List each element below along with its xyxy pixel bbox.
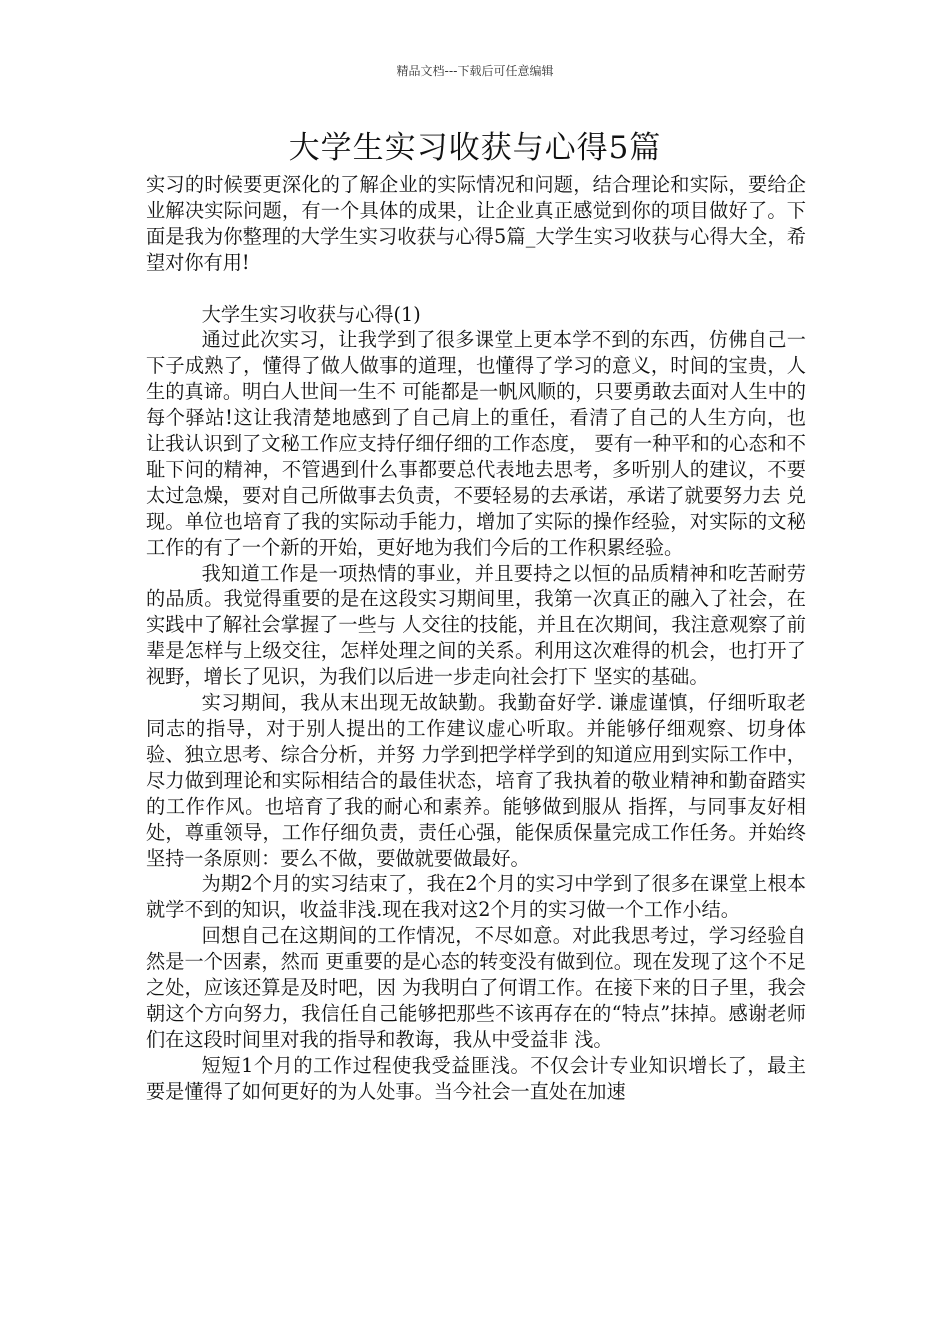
intro-paragraph: 实习的时候要更深化的了解企业的实际情况和问题，结合理论和实际，要给企业解决实际问题，有一个具体的成果，让企业真正感觉到你的项目做好了。下面是我为你整理的大学生实习收获与心得5篇_大学生实习收获与心得大全，希望对你有用! [146, 173, 806, 274]
body-paragraph: 实习期间，我从末出现无故缺勤。我勤奋好学. 谦虚谨慎，仔细听取老同志的指导，对于别人提出的工作建议虚心听取。并能够仔细观察、切身体验、独立思考、综合分析，并努 力学到把学样学到的知道应用到实际工作中，尽力做到理论和实际相结合的最佳状态，培育了我执着的敬业精神和勤奋踏实的工作作风。也培育了我的耐心和素养。能够做到服从 指挥，与同事友好相处，尊重领导，工作仔细负责，责任心强，能保质保量完成工作任务。并始终坚持一条原则：要么不做，要做就要做最好。 [146, 691, 806, 870]
body-paragraph: 回想自己在这期间的工作情况，不尽如意。对此我思考过，学习经验自然是一个因素，然而 更重要的是心态的转变没有做到位。现在发现了这个不足之处，应该还算是及时吧，因 为我明白了何谓工作。在接下来的日子里，我会朝这个方向努力，我信任自己能够把那些不该再存在的“特点”抹掉。感谢老师们在这段时间里对我的指导和教诲，我从中受益非 浅。 [146, 924, 806, 1051]
header-note: 精品文档---下载后可任意编辑 [396, 64, 554, 78]
document-title: 大学生实习收获与心得5篇 [288, 130, 662, 166]
section-heading: 大学生实习收获与心得(1) [201, 302, 421, 326]
body-paragraph: 短短1个月的工作过程使我受益匪浅。不仅会计专业知识增长了，最主要是懂得了如何更好的为人处事。当今社会一直处在加速 [146, 1053, 806, 1103]
body-paragraph: 为期2个月的实习结束了，我在2个月的实习中学到了很多在课堂上根本就学不到的知识，收益非浅.现在我对这2个月的实习做一个工作小结。 [146, 872, 806, 922]
body-paragraph: 我知道工作是一项热情的事业，并且要持之以恒的品质精神和吃苦耐劳的品质。我觉得重要的是在这段实习期间里，我第一次真正的融入了社会，在实践中了解社会掌握了一些与 人交往的技能，并且在次期间，我注意观察了前辈是怎样与上级交往，怎样处理之间的关系。利用这次难得的机会，也打开了视野，增长了见识，为我们以后进一步走向社会打下 坚实的基础。 [146, 561, 806, 689]
body-paragraph: 通过此次实习，让我学到了很多课堂上更本学不到的东西，仿佛自己一下子成熟了，懂得了做人做事的道理，也懂得了学习的意义，时间的宝贵，人生的真谛。明白人世间一生不 可能都是一帆风顺的，只要勇敢去面对人生中的每个驿站!这让我清楚地感到了自己肩上的重任，看清了自己的人生方向，也让我认识到了文秘工作应支持仔细仔细的工作态度， 要有一种平和的心态和不耻下问的精神，不管遇到什么事都要总代表地去思考，多听别人的建议，不要太过急燥，要对自己所做事去负责，不要轻易的去承诺，承诺了就要努力去 兑现。单位也培育了我的实际动手能力，增加了实际的操作经验，对实际的文秘工作的有了一个新的开始，更好地为我们今后的工作积累经验。 [146, 328, 806, 559]
document-body [146, 172, 806, 1105]
